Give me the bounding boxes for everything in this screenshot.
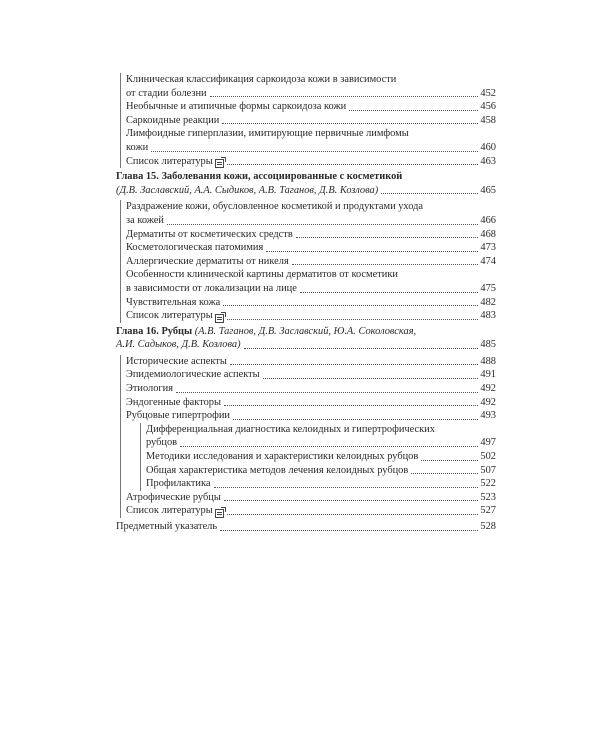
chapter-15-heading[interactable] xyxy=(116,170,496,197)
toc-entry-text: Аллергические дерматиты от никеля xyxy=(126,255,289,267)
toc-entry-line xyxy=(126,309,496,323)
dot-leader xyxy=(223,305,478,306)
dot-leader xyxy=(233,419,478,420)
toc-page-number: 485 xyxy=(480,339,496,351)
toc-entry[interactable] xyxy=(116,127,496,154)
dot-leader xyxy=(224,405,478,406)
toc-entry[interactable] xyxy=(116,255,496,269)
section-bar xyxy=(120,200,121,322)
toc-entry-text: Атрофические рубцы xyxy=(126,491,221,503)
toc-page-number: 493 xyxy=(480,410,496,422)
toc-entry[interactable] xyxy=(116,520,496,534)
toc-page-number: 502 xyxy=(480,451,496,463)
table-of-contents xyxy=(116,70,496,534)
toc-entry[interactable] xyxy=(116,409,496,423)
toc-entry-line xyxy=(146,477,496,491)
dot-leader xyxy=(266,251,478,252)
toc-entry-text: Список литературы xyxy=(126,310,213,322)
toc-entry-line xyxy=(126,296,496,310)
toc-entry-line xyxy=(146,450,496,464)
toc-entry-text: Эпидемиологические аспекты xyxy=(126,369,260,381)
toc-entry-text: Раздражение кожи, обусловленное косметикой и продуктами ухода xyxy=(126,201,424,213)
toc-entry-line xyxy=(146,436,496,450)
toc-entry[interactable] xyxy=(116,396,496,410)
toc-entry[interactable] xyxy=(116,296,496,310)
toc-entry[interactable] xyxy=(116,423,496,450)
toc-entry-line xyxy=(126,382,496,396)
dot-leader xyxy=(263,378,479,379)
toc-entry-line xyxy=(116,184,496,198)
chapter-authors: (А.В. Таганов, Д.В. Заславский, Ю.А. Соколовская, xyxy=(194,325,417,337)
toc-page-number: 452 xyxy=(480,87,496,99)
toc-entry-text: Клиническая классификация саркоидоза кожи в зависимости xyxy=(126,74,397,85)
toc-entry[interactable] xyxy=(116,73,496,100)
toc-entry-text: Дифференциальная диагностика келоидных и гипертрофических xyxy=(146,423,435,435)
toc-entry-text: кожи xyxy=(126,141,149,153)
toc-page-number: 482 xyxy=(480,296,496,308)
toc-page-number: 460 xyxy=(480,141,496,153)
toc-entry-line xyxy=(126,355,496,369)
dot-leader xyxy=(292,264,479,265)
dot-leader xyxy=(214,487,479,488)
toc-entry-text: Эндогенные факторы xyxy=(126,396,221,408)
toc-page-number: 458 xyxy=(480,114,496,126)
toc-entry[interactable] xyxy=(116,309,496,323)
toc-entry-line xyxy=(126,228,496,242)
toc-page-number: 475 xyxy=(480,282,496,294)
toc-subgroup xyxy=(116,423,496,491)
dot-leader xyxy=(421,460,478,461)
toc-entry[interactable] xyxy=(116,114,496,128)
toc-entry-line xyxy=(126,214,496,228)
toc-page-number: 465 xyxy=(480,184,496,196)
toc-entry-text: Этиология xyxy=(126,383,174,395)
toc-page-number: 473 xyxy=(480,242,496,254)
toc-entry-text: от стадии болезни xyxy=(126,87,207,99)
toc-entry-line xyxy=(126,241,496,255)
dot-leader xyxy=(230,364,479,365)
toc-entry-text: Список литературы xyxy=(126,155,213,167)
toc-entry-text: Косметологическая патомимия xyxy=(126,242,264,254)
toc-entry[interactable] xyxy=(116,477,496,491)
toc-page-number: 466 xyxy=(480,214,496,226)
toc-entry-line xyxy=(126,87,496,101)
toc-group xyxy=(116,200,496,322)
ebook-icon xyxy=(215,159,224,168)
toc-page-number: 456 xyxy=(480,101,496,113)
dot-leader xyxy=(167,224,478,225)
toc-entry-line xyxy=(116,520,496,534)
toc-entry-line xyxy=(126,155,496,169)
toc-entry[interactable] xyxy=(116,355,496,369)
toc-entry[interactable] xyxy=(116,200,496,227)
dot-leader xyxy=(151,151,478,152)
toc-page-number: 528 xyxy=(480,521,496,532)
toc-entry-text: Предметный указатель xyxy=(116,521,218,532)
chapter-authors: А.И. Садыков, Д.В. Козлова) xyxy=(116,339,241,351)
toc-entry-line xyxy=(126,141,496,155)
toc-page-number: 522 xyxy=(480,478,496,490)
dot-leader xyxy=(222,123,478,124)
toc-entry-line xyxy=(126,409,496,423)
dot-leader xyxy=(296,237,479,238)
toc-page-number: 488 xyxy=(480,355,496,367)
toc-page-number: 491 xyxy=(480,369,496,381)
toc-entry-text: Особенности клинической картины дерматитов от косметики xyxy=(126,269,398,281)
dot-leader xyxy=(176,392,478,393)
chapter-16-heading[interactable] xyxy=(116,325,496,352)
chapter-title: Глава 16. Рубцы xyxy=(116,325,193,337)
toc-entry[interactable] xyxy=(116,155,496,169)
toc-entry-text: Лимфоидные гиперплазии, имитирующие первичные лимфомы xyxy=(126,128,409,140)
toc-page-number: 507 xyxy=(480,464,496,476)
toc-entry-line xyxy=(146,464,496,478)
toc-entry[interactable] xyxy=(116,464,496,478)
toc-page-number: 497 xyxy=(480,437,496,449)
toc-entry[interactable] xyxy=(116,504,496,518)
toc-entry-line xyxy=(126,491,496,505)
dot-leader xyxy=(227,514,479,515)
ebook-icon xyxy=(215,314,224,323)
dot-leader xyxy=(381,193,478,194)
toc-entry-text: Необычные и атипичные формы саркоидоза кожи xyxy=(126,101,347,113)
section-bar xyxy=(120,73,121,168)
ebook-icon xyxy=(215,509,224,518)
toc-entry[interactable] xyxy=(116,368,496,382)
chapter-title: Глава 15. Заболевания кожи, ассоциированные с косметикой xyxy=(116,171,403,183)
dot-leader xyxy=(227,319,479,320)
toc-entry-line xyxy=(116,338,496,352)
toc-page-number: 492 xyxy=(480,396,496,408)
toc-entry-line xyxy=(126,114,496,128)
section-bar xyxy=(140,423,141,491)
chapter-authors: (Д.В. Заславский, А.А. Сыдиков, А.В. Таганов, Д.В. Козлова) xyxy=(116,184,379,196)
toc-page-number: 474 xyxy=(480,255,496,267)
toc-entry-line xyxy=(126,368,496,382)
toc-page-number: 527 xyxy=(480,505,496,517)
toc-entry[interactable] xyxy=(116,450,496,464)
toc-entry[interactable] xyxy=(116,228,496,242)
toc-page-number: 463 xyxy=(480,155,496,167)
toc-entry-text: Профилактика xyxy=(146,478,211,490)
toc-page-number: 523 xyxy=(480,491,496,503)
toc-entry-text: Исторические аспекты xyxy=(126,355,227,367)
dot-leader xyxy=(180,446,478,447)
dot-leader xyxy=(411,473,478,474)
toc-page-number: 483 xyxy=(480,310,496,322)
toc-entry-line xyxy=(126,255,496,269)
toc-entry-text: Дерматиты от косметических средств xyxy=(126,228,293,240)
chapter-title-line xyxy=(116,325,496,339)
dot-leader xyxy=(224,500,479,501)
toc-entry-text: Список литературы xyxy=(126,505,213,517)
dot-leader xyxy=(300,292,479,293)
toc-entry[interactable] xyxy=(116,241,496,255)
toc-page-number: 492 xyxy=(480,383,496,395)
dot-leader xyxy=(244,348,479,349)
toc-group xyxy=(116,73,496,168)
toc-entry-text: Методики исследования и характеристики келоидных рубцов xyxy=(146,451,419,463)
toc-entry[interactable] xyxy=(116,100,496,114)
toc-entry-line xyxy=(126,504,496,518)
toc-entry-text: рубцов xyxy=(146,437,178,449)
toc-entry-text: в зависимости от локализации на лице xyxy=(126,282,297,294)
dot-leader xyxy=(210,96,479,97)
toc-entry-text: Рубцовые гипертрофии xyxy=(126,410,230,422)
toc-entry-line xyxy=(126,282,496,296)
dot-leader xyxy=(220,530,478,531)
toc-page-number: 468 xyxy=(480,228,496,240)
toc-entry-line xyxy=(126,100,496,114)
toc-entry[interactable] xyxy=(116,491,496,505)
toc-entry-text: Саркоидные реакции xyxy=(126,114,220,126)
toc-entry[interactable] xyxy=(116,268,496,295)
toc-entry-text: Чувствительная кожа xyxy=(126,296,221,308)
dot-leader xyxy=(349,110,478,111)
toc-entry[interactable] xyxy=(116,382,496,396)
dot-leader xyxy=(227,164,479,165)
toc-entry-text: Общая характеристика методов лечения келоидных рубцов xyxy=(146,464,409,476)
toc-entry-line xyxy=(126,396,496,410)
toc-entry-text: за кожей xyxy=(126,214,164,226)
toc-group xyxy=(116,355,496,518)
